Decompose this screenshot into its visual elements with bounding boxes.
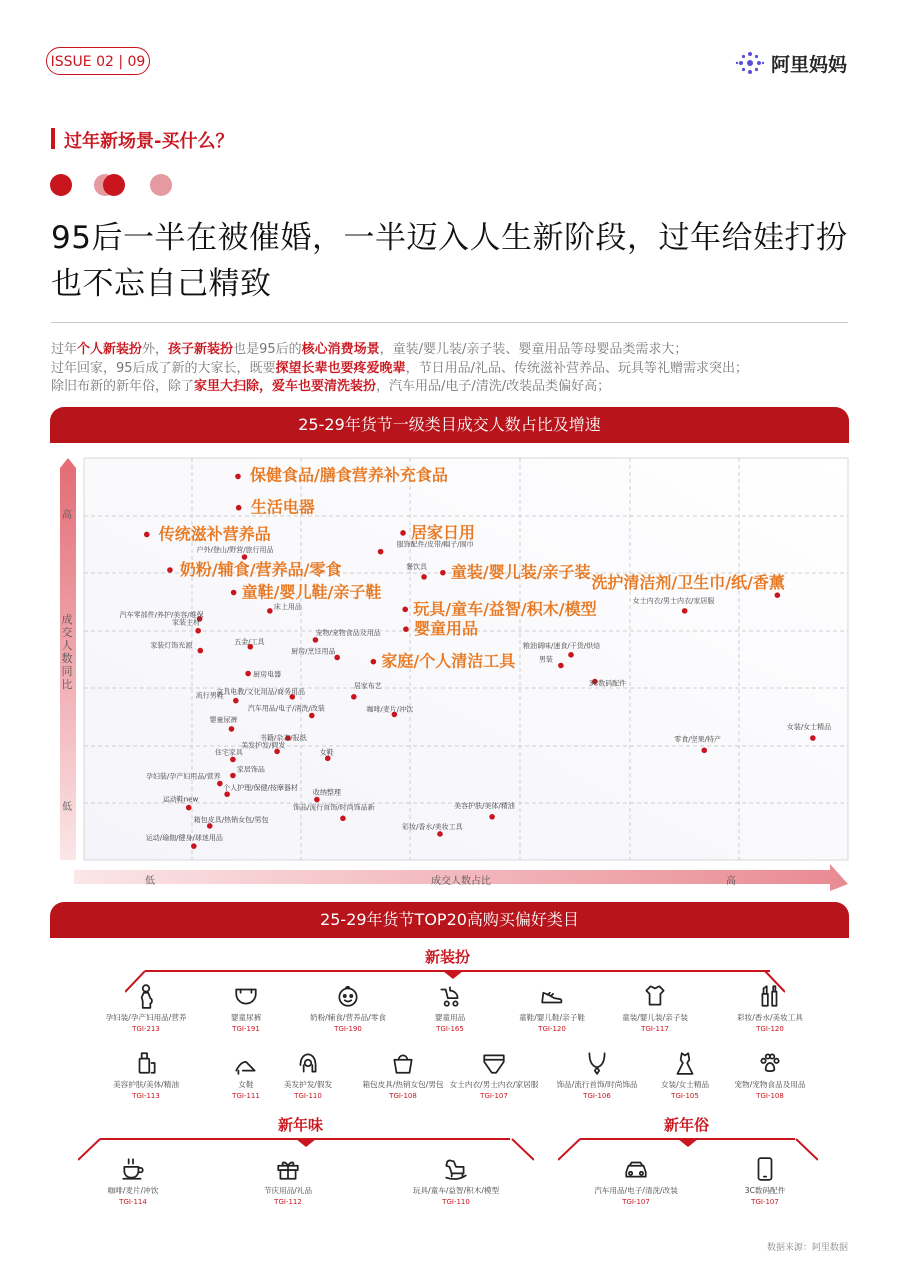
point-label: 汽车用品/电子/清洗/改装	[247, 704, 325, 713]
scatter-point	[701, 747, 707, 753]
top20-item-tgi: TGI-112	[274, 1198, 302, 1206]
top20-item-tgi: TGI-191	[232, 1025, 260, 1033]
scatter-chart	[50, 443, 849, 895]
top20-item-name: 女士内衣/男士内衣/家居服	[449, 1080, 539, 1089]
point-label: 餐饮具	[406, 562, 428, 571]
x-tick-low: 低	[145, 876, 155, 887]
group-new-custom: 新年俗	[664, 1116, 710, 1134]
top20-item-name: 美发护发/假发	[283, 1080, 333, 1089]
top20-item-name: 汽车用品/电子/清洗/改装	[594, 1186, 678, 1195]
scatter-point	[242, 554, 248, 560]
top20-item	[400, 983, 500, 1033]
point-label: 文具电教/文化用品/商务用品	[216, 687, 305, 696]
handbag-icon	[390, 1050, 416, 1076]
point-label: 婴童尿裤	[209, 715, 238, 724]
point-label: 五金/工具	[234, 637, 265, 646]
point-label: 3C数码配件	[588, 679, 627, 688]
point-label: 女士内衣/男士内衣/家居服	[632, 596, 715, 605]
top20-item-name: 孕妇装/孕产妇用品/营养	[105, 1013, 187, 1022]
scatter-point	[191, 843, 197, 849]
issue-badge: ISSUE 02 | 09	[46, 47, 150, 75]
top20-item-name: 节庆用品/礼品	[263, 1186, 313, 1195]
brand-name: 阿里妈妈	[771, 53, 848, 76]
y-axis-label-char: 交	[61, 626, 73, 639]
intro-run: 也是95后的	[233, 342, 302, 357]
point-label: 粮油调味/速食/干货/烘焙	[523, 641, 601, 650]
underwear-icon	[481, 1050, 507, 1076]
group-new-taste: 新年味	[278, 1116, 324, 1134]
scatter-point	[313, 637, 319, 643]
point-label: 厨房电器	[253, 670, 282, 679]
scatter-point	[144, 532, 150, 538]
top20-item-tgi: TGI-117	[641, 1025, 669, 1033]
point-label: 服饰配件/皮带/帽子/围巾	[396, 540, 474, 549]
scatter-point	[224, 791, 230, 797]
intro-highlight: 孩子新装扮	[168, 342, 234, 357]
top20-item-tgi: TGI-190	[334, 1025, 362, 1033]
scatter-point	[207, 823, 213, 829]
scatter-point	[810, 735, 816, 741]
top20-item	[96, 983, 196, 1033]
top20-item-tgi: TGI-114	[119, 1198, 147, 1206]
top20-item-tgi: TGI-107	[622, 1198, 650, 1206]
y-axis-label-char: 比	[61, 678, 73, 691]
top20-item	[586, 1156, 686, 1206]
top20-item	[444, 1050, 544, 1100]
divider	[51, 322, 848, 323]
scatter-point	[235, 474, 241, 480]
scatter-point	[230, 773, 236, 779]
dot-3	[103, 174, 125, 196]
y-tick-high: 高	[62, 510, 72, 521]
intro-line-3	[51, 378, 851, 397]
top20-item-name: 玩具/童车/益智/积木/模型	[412, 1186, 500, 1195]
sneaker-icon	[539, 983, 565, 1009]
point-label: 家装主材	[172, 618, 201, 627]
hair-icon	[295, 1050, 321, 1076]
scatter-point	[403, 626, 409, 632]
top20-item-name: 女鞋	[238, 1080, 254, 1089]
pregnant-icon	[133, 983, 159, 1009]
intro-run: ，童装/婴儿装/亲子装、婴童用品等母婴品类需求大；	[379, 342, 688, 357]
scatter-point	[325, 756, 331, 762]
x-axis-label: 成交人数占比	[431, 876, 491, 887]
top20-item	[605, 983, 705, 1033]
scatter-point	[558, 663, 564, 669]
scatter-point	[402, 607, 408, 613]
intro-text	[51, 341, 851, 397]
point-label: 生活电器	[250, 497, 315, 517]
point-label: 男装	[538, 655, 553, 664]
point-label: 个人护理/保健/按摩器材	[223, 784, 298, 793]
top20-item-name: 箱包皮具/热销女包/男包	[362, 1080, 444, 1089]
section-title: 过年新场景-买什么？	[64, 131, 234, 152]
point-label: 饰品/流行首饰/时尚饰品新	[292, 803, 375, 812]
necklace-icon	[584, 1050, 610, 1076]
brand-logo	[735, 50, 847, 76]
phone-icon	[752, 1156, 778, 1182]
y-axis-label-char: 成	[61, 613, 73, 626]
point-label: 孕妇装/孕产妇用品/营养	[145, 772, 221, 781]
intro-run: ，汽车用品/电子/清洗/改装品类偏好高；	[376, 379, 611, 394]
scatter-point	[231, 590, 237, 596]
top20-item-name: 咖啡/麦片/冲饮	[107, 1186, 159, 1195]
point-label: 运动/瑜伽/健身/球迷用品	[145, 834, 223, 843]
scatter-point	[340, 815, 346, 821]
section-marker	[51, 128, 55, 149]
scatter-point	[371, 659, 377, 665]
chart-title: 25-29年货节一级类目成交人数占比及增速	[50, 407, 849, 443]
point-label: 女鞋	[319, 748, 334, 757]
top20-item	[83, 1156, 183, 1206]
point-label: 彩妆/香水/美妆工具	[401, 822, 463, 831]
top20-item-tgi: TGI-110	[294, 1092, 322, 1100]
makeup-icon	[757, 983, 783, 1009]
gift-icon	[275, 1156, 301, 1182]
top20-item-tgi: TGI-120	[538, 1025, 566, 1033]
scatter-point	[489, 814, 495, 820]
scatter-point	[421, 574, 427, 580]
point-label: 家装灯饰光源	[150, 641, 193, 650]
point-label: 传统滋补营养品	[158, 524, 271, 544]
point-label: 汽车零部件/养护/美容/维保	[119, 610, 204, 619]
top20-item	[720, 1050, 820, 1100]
intro-highlight: 核心消费场景	[301, 342, 380, 357]
group-new-outfit: 新装扮	[425, 948, 471, 966]
skincare-icon	[133, 1050, 159, 1076]
scatter-point	[186, 805, 192, 811]
top20-item-tgi: TGI-107	[751, 1198, 779, 1206]
point-label: 床上用品	[273, 602, 302, 611]
top20-item-name: 彩妆/香水/美妆工具	[737, 1013, 803, 1022]
top20-item-name: 奶粉/辅食/营养品/零食	[309, 1013, 387, 1022]
top20-item-tgi: TGI-106	[583, 1092, 611, 1100]
top20-item-name: 宠物/宠物食品及用品	[734, 1080, 806, 1089]
top20-panel	[50, 938, 849, 1226]
top20-item-tgi: TGI-120	[756, 1025, 784, 1033]
point-label: 宠物/宠物食品及用品	[315, 628, 381, 637]
intro-highlight: 探望长辈也要疼爱晚辈	[275, 360, 406, 376]
top20-item-name: 饰品/流行首饰/时尚饰品	[556, 1080, 638, 1089]
y-axis-label	[62, 612, 73, 691]
stroller-icon	[437, 983, 463, 1009]
scatter-point	[314, 797, 320, 803]
point-label: 户外/登山/野营/旅行用品	[196, 546, 274, 555]
point-label: 童装/婴儿装/亲子装	[450, 562, 591, 582]
intro-run: 外，	[142, 342, 169, 357]
paw-icon	[757, 1050, 783, 1076]
top20-item	[547, 1050, 647, 1100]
diaper-icon	[233, 983, 259, 1009]
baby-face-icon	[335, 983, 361, 1009]
x-tick-high: 高	[726, 876, 736, 887]
scatter-point	[274, 749, 280, 755]
point-label: 童鞋/婴儿鞋/亲子鞋	[241, 582, 382, 602]
intro-run: 过年	[51, 342, 78, 357]
scatter-point	[217, 781, 223, 787]
decorative-dots	[50, 174, 180, 198]
point-label: 咖啡/麦片/冲饮	[366, 705, 414, 714]
brand-mark-icon	[735, 50, 765, 76]
top20-item-tgi: TGI-110	[442, 1198, 470, 1206]
top20-item	[502, 983, 602, 1033]
top20-item	[353, 1050, 453, 1100]
point-label: 女装/女士精品	[786, 723, 832, 732]
scatter-point	[229, 726, 235, 732]
scatter-point	[378, 549, 384, 555]
scatter-point	[568, 652, 574, 658]
scatter-point	[400, 530, 406, 536]
scatter-point	[775, 592, 781, 598]
y-axis-label-char: 人	[61, 639, 73, 652]
scatter-point	[245, 671, 251, 677]
top20-item-name: 女装/女士精品	[660, 1080, 710, 1089]
top20-title: 25-29年货节TOP20高购买偏好类目	[50, 902, 849, 938]
scatter-point	[351, 694, 357, 700]
scatter-point	[236, 505, 242, 511]
point-label: 居家布艺	[353, 681, 382, 690]
headline-line-2: 也不忘自己精致	[51, 266, 272, 302]
scatter-point	[682, 608, 688, 614]
data-source: 数据来源：阿里数据	[766, 1243, 848, 1253]
top20-item-tgi: TGI-213	[132, 1025, 160, 1033]
top20-item-tgi: TGI-108	[756, 1092, 784, 1100]
top20-item-name: 童装/婴儿装/亲子装	[622, 1013, 688, 1022]
scatter-point	[167, 567, 173, 573]
point-label: 零食/坚果/特产	[674, 735, 721, 744]
top20-item	[238, 1156, 338, 1206]
intro-run: 过年回家，95后成了新的大家长，既要	[51, 360, 276, 376]
scatter-point	[437, 831, 443, 837]
top20-item-tgi: TGI-111	[232, 1092, 260, 1100]
top20-item-tgi: TGI-108	[389, 1092, 417, 1100]
point-label: 运动鞋new	[162, 795, 199, 804]
scatter-point	[440, 570, 446, 576]
scatter-point	[309, 713, 315, 719]
top20-item	[715, 1156, 815, 1206]
intro-run: 除旧布新的新年俗，除了	[51, 379, 195, 394]
headline	[51, 215, 851, 307]
intro-run: ，节日用品/礼品、传统滋补营养品、玩具等礼赠需求突出；	[405, 360, 748, 376]
point-label: 家居饰品	[236, 765, 265, 774]
point-label: 家庭/个人清洁工具	[381, 651, 516, 671]
top20-item-tgi: TGI-107	[480, 1092, 508, 1100]
dot-4	[150, 174, 172, 196]
top20-item-name: 美容护肤/美体/精油	[113, 1080, 179, 1089]
top20-item-name: 童鞋/婴儿鞋/亲子鞋	[519, 1013, 585, 1022]
top20-item-tgi: TGI-105	[671, 1092, 699, 1100]
point-label: 书籍/杂志/报纸	[259, 734, 307, 743]
y-axis-label-char: 同	[61, 665, 73, 678]
scatter-point	[195, 628, 201, 634]
point-label: 婴童用品	[413, 619, 478, 639]
top20-item-name: 婴童用品	[434, 1013, 466, 1022]
point-label: 流行男鞋	[195, 691, 224, 700]
top20-item-name: 3C数码配件	[744, 1186, 786, 1195]
top20-item	[96, 1050, 196, 1100]
point-label: 箱包皮具/热销女包/男包	[193, 815, 269, 824]
point-label: 收纳整理	[312, 788, 341, 797]
top20-item	[298, 983, 398, 1033]
point-label: 玩具/童车/益智/积木/模型	[413, 599, 597, 619]
top20-item-name: 婴童尿裤	[230, 1013, 262, 1022]
point-label: 保健食品/膳食营养补充食品	[249, 465, 448, 485]
point-label: 厨房/烹饪用品	[291, 647, 336, 656]
point-label: 洗护清洁剂/卫生巾/纸/香薰	[591, 573, 785, 593]
point-label: 美发护发/假发	[241, 741, 286, 750]
y-axis-label-char: 数	[61, 652, 73, 665]
top20-item-tgi: TGI-113	[132, 1092, 160, 1100]
intro-line-1	[51, 341, 851, 360]
scatter-point	[334, 655, 340, 661]
scatter-point	[233, 698, 239, 704]
car-icon	[623, 1156, 649, 1182]
point-label: 美容护肤/美体/精油	[454, 801, 515, 810]
intro-highlight: 家里大扫除，爱车也要清洗装扮	[194, 379, 377, 394]
top20-item	[406, 1156, 506, 1206]
dress-icon	[672, 1050, 698, 1076]
high-heel-icon	[233, 1050, 259, 1076]
baby-clothes-icon	[642, 983, 668, 1009]
scatter-point	[230, 757, 236, 763]
scatter-point	[267, 608, 273, 614]
top20-item	[258, 1050, 358, 1100]
dot-1	[50, 174, 72, 196]
rocking-horse-icon	[443, 1156, 469, 1182]
top20-item-tgi: TGI-165	[436, 1025, 464, 1033]
y-tick-low: 低	[62, 802, 72, 813]
point-label: 住宅家具	[214, 748, 243, 757]
headline-line-1: 95后一半在被催婚，一半迈入人生新阶段，过年给娃打扮	[51, 220, 848, 256]
top20-item	[196, 983, 296, 1033]
point-label: 奶粉/辅食/营养品/零食	[179, 559, 342, 579]
point-label: 居家日用	[411, 522, 476, 542]
top20-item	[720, 983, 820, 1033]
coffee-icon	[120, 1156, 146, 1182]
intro-line-2	[51, 360, 851, 379]
scatter-point	[198, 648, 204, 654]
intro-highlight: 个人新装扮	[77, 342, 143, 357]
